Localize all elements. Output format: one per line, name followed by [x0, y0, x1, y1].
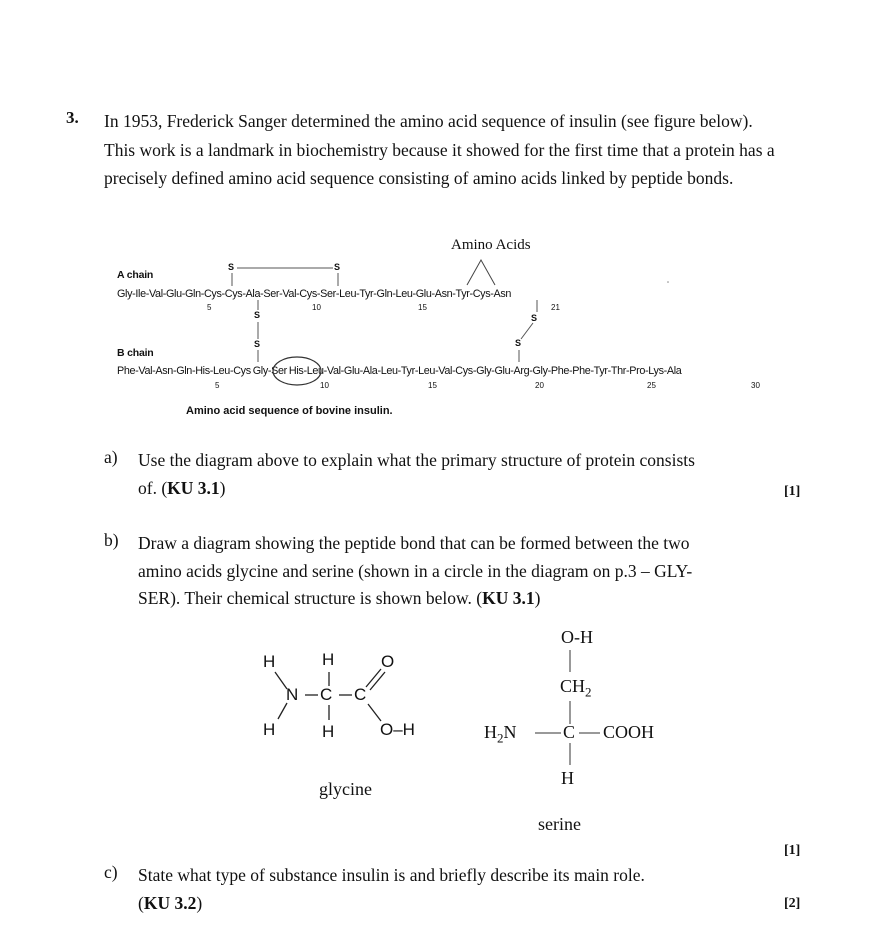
part-b-line3-end: ) [534, 588, 541, 608]
ser-oh: O-H [561, 627, 593, 647]
part-a-marks: [1] [784, 484, 801, 499]
part-c-ku: KU 3.2 [143, 892, 197, 913]
ser-amine-h: H [484, 722, 497, 742]
b-position-30: 30 [751, 381, 760, 390]
b-chain-circled-gly-ser: Gly-Ser [252, 365, 287, 377]
part-a-text [138, 447, 788, 502]
sulfur-a20: S [531, 313, 538, 323]
sulfur-a11: S [334, 262, 341, 272]
stray-dot [667, 281, 669, 283]
ser-c-alpha: C [563, 722, 576, 742]
part-c-ku-start: ( [138, 892, 144, 913]
part-a-line2-end: ) [219, 477, 226, 498]
part-c-letter: c) [104, 862, 118, 882]
part-b-letter: b) [104, 530, 119, 550]
part-b-marks: [1] [784, 843, 801, 858]
b-position-20: 20 [535, 381, 544, 390]
gly-h-bottom: H [322, 722, 335, 741]
sulfur-b7-lower: S [254, 339, 261, 349]
gly-c-o-double-2 [370, 672, 385, 690]
a-position-10: 10 [312, 303, 321, 312]
part-c-marks: [2] [784, 896, 801, 911]
part-a-line1: Use the diagram above to explain what the primary structure of protein consists [138, 450, 695, 470]
ser-ch2-text: CH [560, 676, 586, 696]
amino-acids-label: Amino Acids [451, 237, 531, 253]
b-chain-label: B chain [117, 347, 154, 359]
part-c-line1: State what type of substance insulin is and briefly describe its main role. [138, 865, 645, 885]
a-chain-label: A chain [117, 269, 154, 281]
part-a-letter: a) [104, 447, 118, 467]
gly-ser-circle [273, 357, 321, 385]
gly-o-double: O [381, 652, 395, 671]
b-position-5: 5 [215, 381, 220, 390]
part-a-ku: KU 3.1 [167, 477, 220, 498]
ser-ch2 [560, 676, 592, 701]
a-position-5: 5 [207, 303, 212, 312]
gly-c-o-double-1 [366, 669, 381, 687]
gly-h-top-left: H [263, 652, 276, 671]
part-c-text [138, 862, 788, 917]
ser-h: H [561, 768, 574, 788]
a-position-21: 21 [551, 303, 560, 312]
part-b-text [138, 530, 788, 613]
serine-name: serine [538, 814, 581, 834]
part-a-line2-start: of. ( [138, 477, 168, 498]
part-b-ku: KU 3.1 [482, 588, 535, 608]
a20-b19-bond [521, 323, 533, 339]
ser-cooh: COOH [603, 722, 655, 742]
gly-c-alpha: C [320, 685, 333, 704]
gly-h-n-lower-bond [278, 703, 287, 719]
b-position-10: 10 [320, 381, 329, 390]
question-intro: In 1953, Frederick Sanger determined the amino acid sequence of insulin (see figure below). This work is a landmark in biochemistry because it showed for the first time that a protein has a precisely defined amino acid sequence consisting of amino acids linked by peptide bonds. [104, 111, 775, 188]
a-chain-sequence: Gly-Ile-Val-Glu-Gln-Cys-Cys-Ala-Ser-Val-Cys-Ser-Leu-Tyr-Gln-Leu-Glu-Asn-Tyr-Cys-Asn [117, 288, 512, 300]
part-b-line2: amino acids glycine and serine (shown in a circle in the diagram on p.3 – GLY- [138, 560, 693, 581]
gly-h-bottom-left: H [263, 720, 276, 739]
b-position-15: 15 [428, 381, 437, 390]
b-chain-seq-end: His-Leu-Val-Glu-Ala-Leu-Tyr-Leu-Val-Cys-Gly-Glu-Arg-Gly-Phe-Phe-Tyr-Thr-Pro-Lys-Ala [288, 365, 682, 377]
b-position-25: 25 [647, 381, 656, 390]
ser-amine-n: N [503, 722, 517, 742]
sulfur-a6: S [228, 262, 235, 272]
sulfur-a7-upper: S [254, 310, 261, 320]
part-b-line3-start: SER). Their chemical structure is shown below. ( [138, 588, 483, 608]
glycine-name: glycine [319, 779, 372, 799]
ser-amine-sub: 2 [497, 730, 504, 746]
gly-c-oh-bond [368, 704, 381, 721]
sulfur-b19: S [515, 338, 522, 348]
gly-c-carboxyl: C [354, 685, 367, 704]
ser-ch2-sub: 2 [585, 684, 592, 700]
ser-amine [484, 722, 517, 747]
figure-caption: Amino acid sequence of bovine insulin. [186, 405, 393, 417]
a-position-15: 15 [418, 303, 427, 312]
question-number: 3. [66, 108, 79, 127]
b-chain-seq-start: Phe-Val-Asn-Gln-His-Leu-Cys [117, 365, 251, 377]
gly-n: N [286, 685, 299, 704]
amino-acids-caret [467, 260, 495, 285]
part-b-line1: Draw a diagram showing the peptide bond that can be formed between the two [138, 533, 690, 553]
gly-oh: O–H [380, 720, 415, 739]
gly-h-top: H [322, 650, 335, 669]
part-c-ku-end: ) [196, 892, 203, 913]
